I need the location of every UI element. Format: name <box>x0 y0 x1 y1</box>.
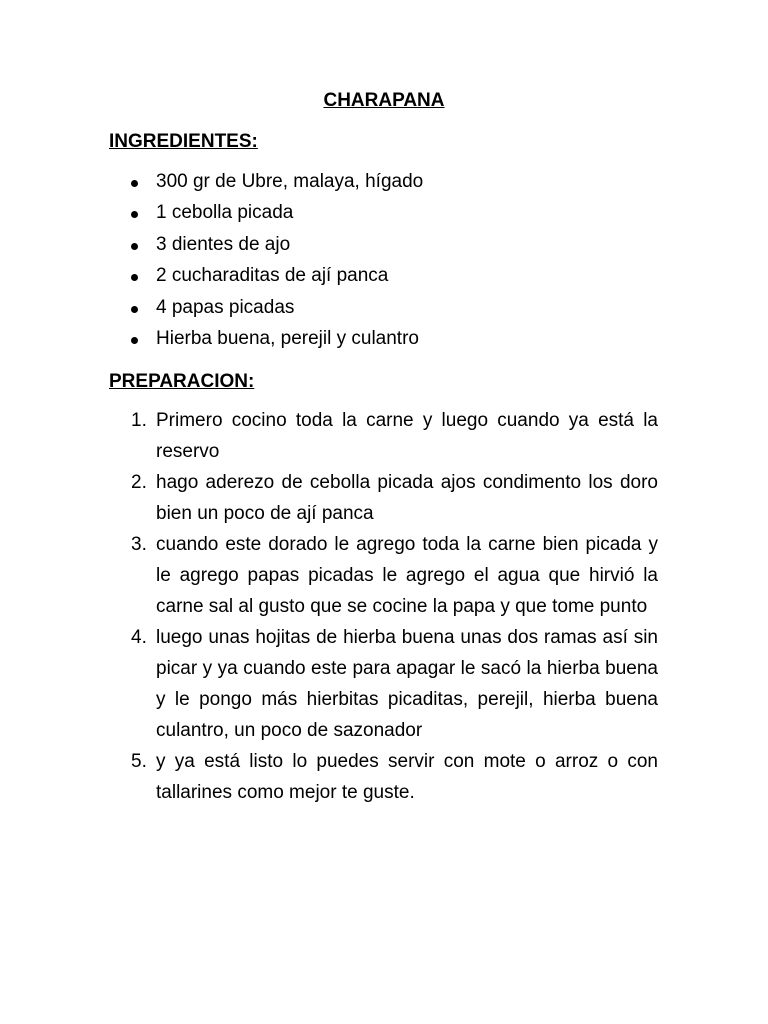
ingredient-item <box>0 325 768 356</box>
step-number: 2. <box>131 472 147 493</box>
ingredient-text: 4 papas picadas <box>156 296 295 318</box>
ingredient-text: 300 gr de Ubre, malaya, hígado <box>156 171 424 192</box>
preparation-step <box>0 622 768 746</box>
ingredient-item <box>0 231 768 262</box>
step-number: 4. <box>131 627 147 648</box>
ingredient-text: Hierba buena, perejil y culantro <box>156 327 419 349</box>
ingredient-text: 2 cucharaditas de ají panca <box>156 265 389 287</box>
preparation-step <box>0 746 768 808</box>
ingredient-text: 3 dientes de ajo <box>156 233 291 255</box>
step-text: luego unas hojitas de hierba buena unas dos ramas así sin picar y ya cuando este para apagar le sacó la hierba buena y le pongo más hierbitas picaditas, perejil, hierba buena culantro, un poco de sazonador <box>156 627 658 741</box>
bullet-icon <box>131 211 138 218</box>
preparation-steps-list <box>0 405 768 808</box>
ingredient-item <box>0 168 768 199</box>
step-number: 1. <box>131 410 147 431</box>
ingredients-list <box>0 168 768 356</box>
bullet-icon <box>131 243 138 250</box>
bullet-icon <box>131 306 138 313</box>
step-text: Primero cocino toda la carne y luego cuando ya está la reservo <box>156 410 658 462</box>
bullet-icon <box>131 337 138 344</box>
preparation-step <box>0 405 768 467</box>
step-text: hago aderezo de cebolla picada ajos condimento los doro bien un poco de ají panca <box>156 472 658 524</box>
bullet-icon <box>131 274 138 281</box>
step-number: 3. <box>131 534 147 555</box>
ingredient-item <box>0 262 768 293</box>
ingredient-item <box>0 294 768 325</box>
preparation-heading: PREPARACION: <box>109 371 255 392</box>
bullet-icon <box>131 180 138 187</box>
step-text: cuando este dorado le agrego toda la carne bien picada y le agrego papas picadas le agrego el agua que hirvió la carne sal al gusto que se cocine la papa y que tome punto <box>156 534 658 617</box>
ingredient-item <box>0 199 768 230</box>
ingredients-heading: INGREDIENTES: <box>109 131 258 152</box>
recipe-title: CHARAPANA <box>323 90 445 111</box>
ingredient-text: 1 cebolla picada <box>156 202 294 224</box>
step-text: y ya está listo lo puedes servir con mote o arroz o con tallarines como mejor te guste. <box>156 751 658 803</box>
step-number: 5. <box>131 751 147 772</box>
preparation-step <box>0 529 768 622</box>
preparation-step <box>0 467 768 529</box>
